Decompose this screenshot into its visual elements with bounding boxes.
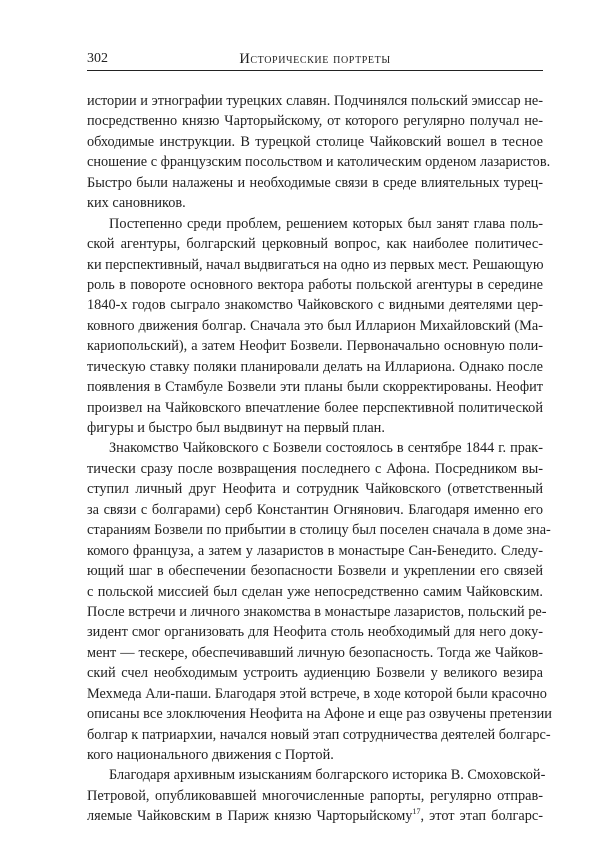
body-text	[87, 91, 552, 827]
paragraph	[87, 438, 552, 765]
text-line: Петровой, опубликовавшей многочисленные рапорты, регулярно отправ-	[87, 787, 543, 804]
paragraph	[87, 214, 543, 439]
text-line: тически сразу после возвращения последнего с Афона. Посредником вы-	[87, 460, 543, 477]
text-line: ки перспективный, начал выдвигаться на одно из первых мест. Решающую	[87, 256, 544, 273]
text-line: появления в Стамбуле Бозвели эти планы были скорректированы. Неофит	[87, 379, 543, 396]
text-line: за связи с болгарами) серб Константин Огнянович. Благодаря именно его	[87, 501, 543, 518]
text-line: зидент смог организовать для Неофита столь необходимый для него доку-	[87, 624, 543, 641]
text-line: произвел на Чайковского впечатление более перспективной политической	[87, 399, 543, 416]
text-line: Мехмеда Али-паши. Благодаря этой встрече, в ходе которой были красочно	[87, 685, 547, 702]
text-line: болгар к патриархии, начался новый этап сотрудничества деятелей болгарс-	[87, 726, 551, 743]
footnote-ref[interactable]: 17	[412, 807, 421, 817]
page-number: 302	[87, 51, 108, 66]
text-line: После встречи и личного знакомства в монастыре лазаристов, польский ре-	[87, 603, 547, 620]
text-line: Постепенно среди проблем, решением которых был занят глава поль-	[109, 215, 543, 232]
text-line: кариопольский), а затем Неофит Бозвели. Первоначально основную поли-	[87, 338, 543, 355]
text-line: тическую ставку поляки планировали делать на Иллариона. Однако после	[87, 358, 543, 375]
running-title: Исторические портреты	[239, 51, 391, 67]
text-line: 1840-х годов сыграло знакомство Чайковского с видными деятелями цер-	[87, 297, 543, 314]
text-line: мент — тескере, обеспечивавший личную безопасность. Тогда же Чайков-	[87, 644, 543, 661]
text-line: Благодаря архивным изысканиям болгарского историка В. Смоховской-	[109, 767, 546, 784]
paragraph	[87, 765, 546, 826]
text-line: с польской миссией был сделан уже непосредственно самим Чайковским.	[87, 583, 543, 600]
paragraph	[87, 91, 551, 214]
text-line: Быстро были налажены и необходимые связи в среде влиятельных турец-	[87, 174, 543, 191]
text-line: ский счел необходимым устроить аудиенцию Бозвели у великого везира	[87, 665, 543, 682]
text-line: кого национального движения с Портой.	[87, 747, 334, 763]
text-line: комого француза, а затем у лазаристов в монастыре Сан-Бенедито. Следу-	[87, 542, 543, 559]
text-line: Знакомство Чайковского с Бозвели состоялось в сентябре 1844 г. прак-	[109, 440, 543, 457]
text-line: стараниям Бозвели по прибытии в столицу был поселен сначала в доме зна-	[87, 522, 551, 539]
text-line: ступил личный друг Неофита и сотрудник Чайковского (ответственный	[87, 481, 543, 498]
running-header	[87, 50, 543, 71]
text-line: обходимые инструкции. В турецкой столице Чайковский вошел в тесное	[87, 133, 543, 150]
text-line: посредственно князю Чарторыйскому, от которого регулярно получал не-	[87, 113, 543, 130]
text-line: фигуры и быстро был выдвинут на первый план.	[87, 420, 385, 436]
text-line: ской агентуры, болгарский церковный вопрос, как наиболее политичес-	[87, 236, 543, 253]
line-text: , этот этап болгарс-	[420, 808, 544, 825]
text-line: роль в повороте основного вектора работы польской агентуры в середине	[87, 276, 543, 293]
text-line: ких сановников.	[87, 195, 186, 212]
text-line: ковного движения болгар. Сначала это был Илларион Михайловский (Ма-	[87, 317, 543, 334]
line-text: ляемые Чайковским в Париж князю Чарторыйскому	[87, 808, 413, 825]
text-line: сношение с французским посольством и католическим орденом лазаристов.	[87, 154, 551, 171]
text-line	[87, 806, 543, 826]
text-line: истории и этнографии турецких славян. Подчинялся польский эмиссар не-	[87, 93, 543, 109]
text-line: ющий шаг в обеспечении безопасности Бозвели и укреплении его связей	[87, 563, 543, 580]
text-line: описаны все злоключения Неофита на Афоне и еще раз озвучены претензии	[87, 706, 552, 723]
